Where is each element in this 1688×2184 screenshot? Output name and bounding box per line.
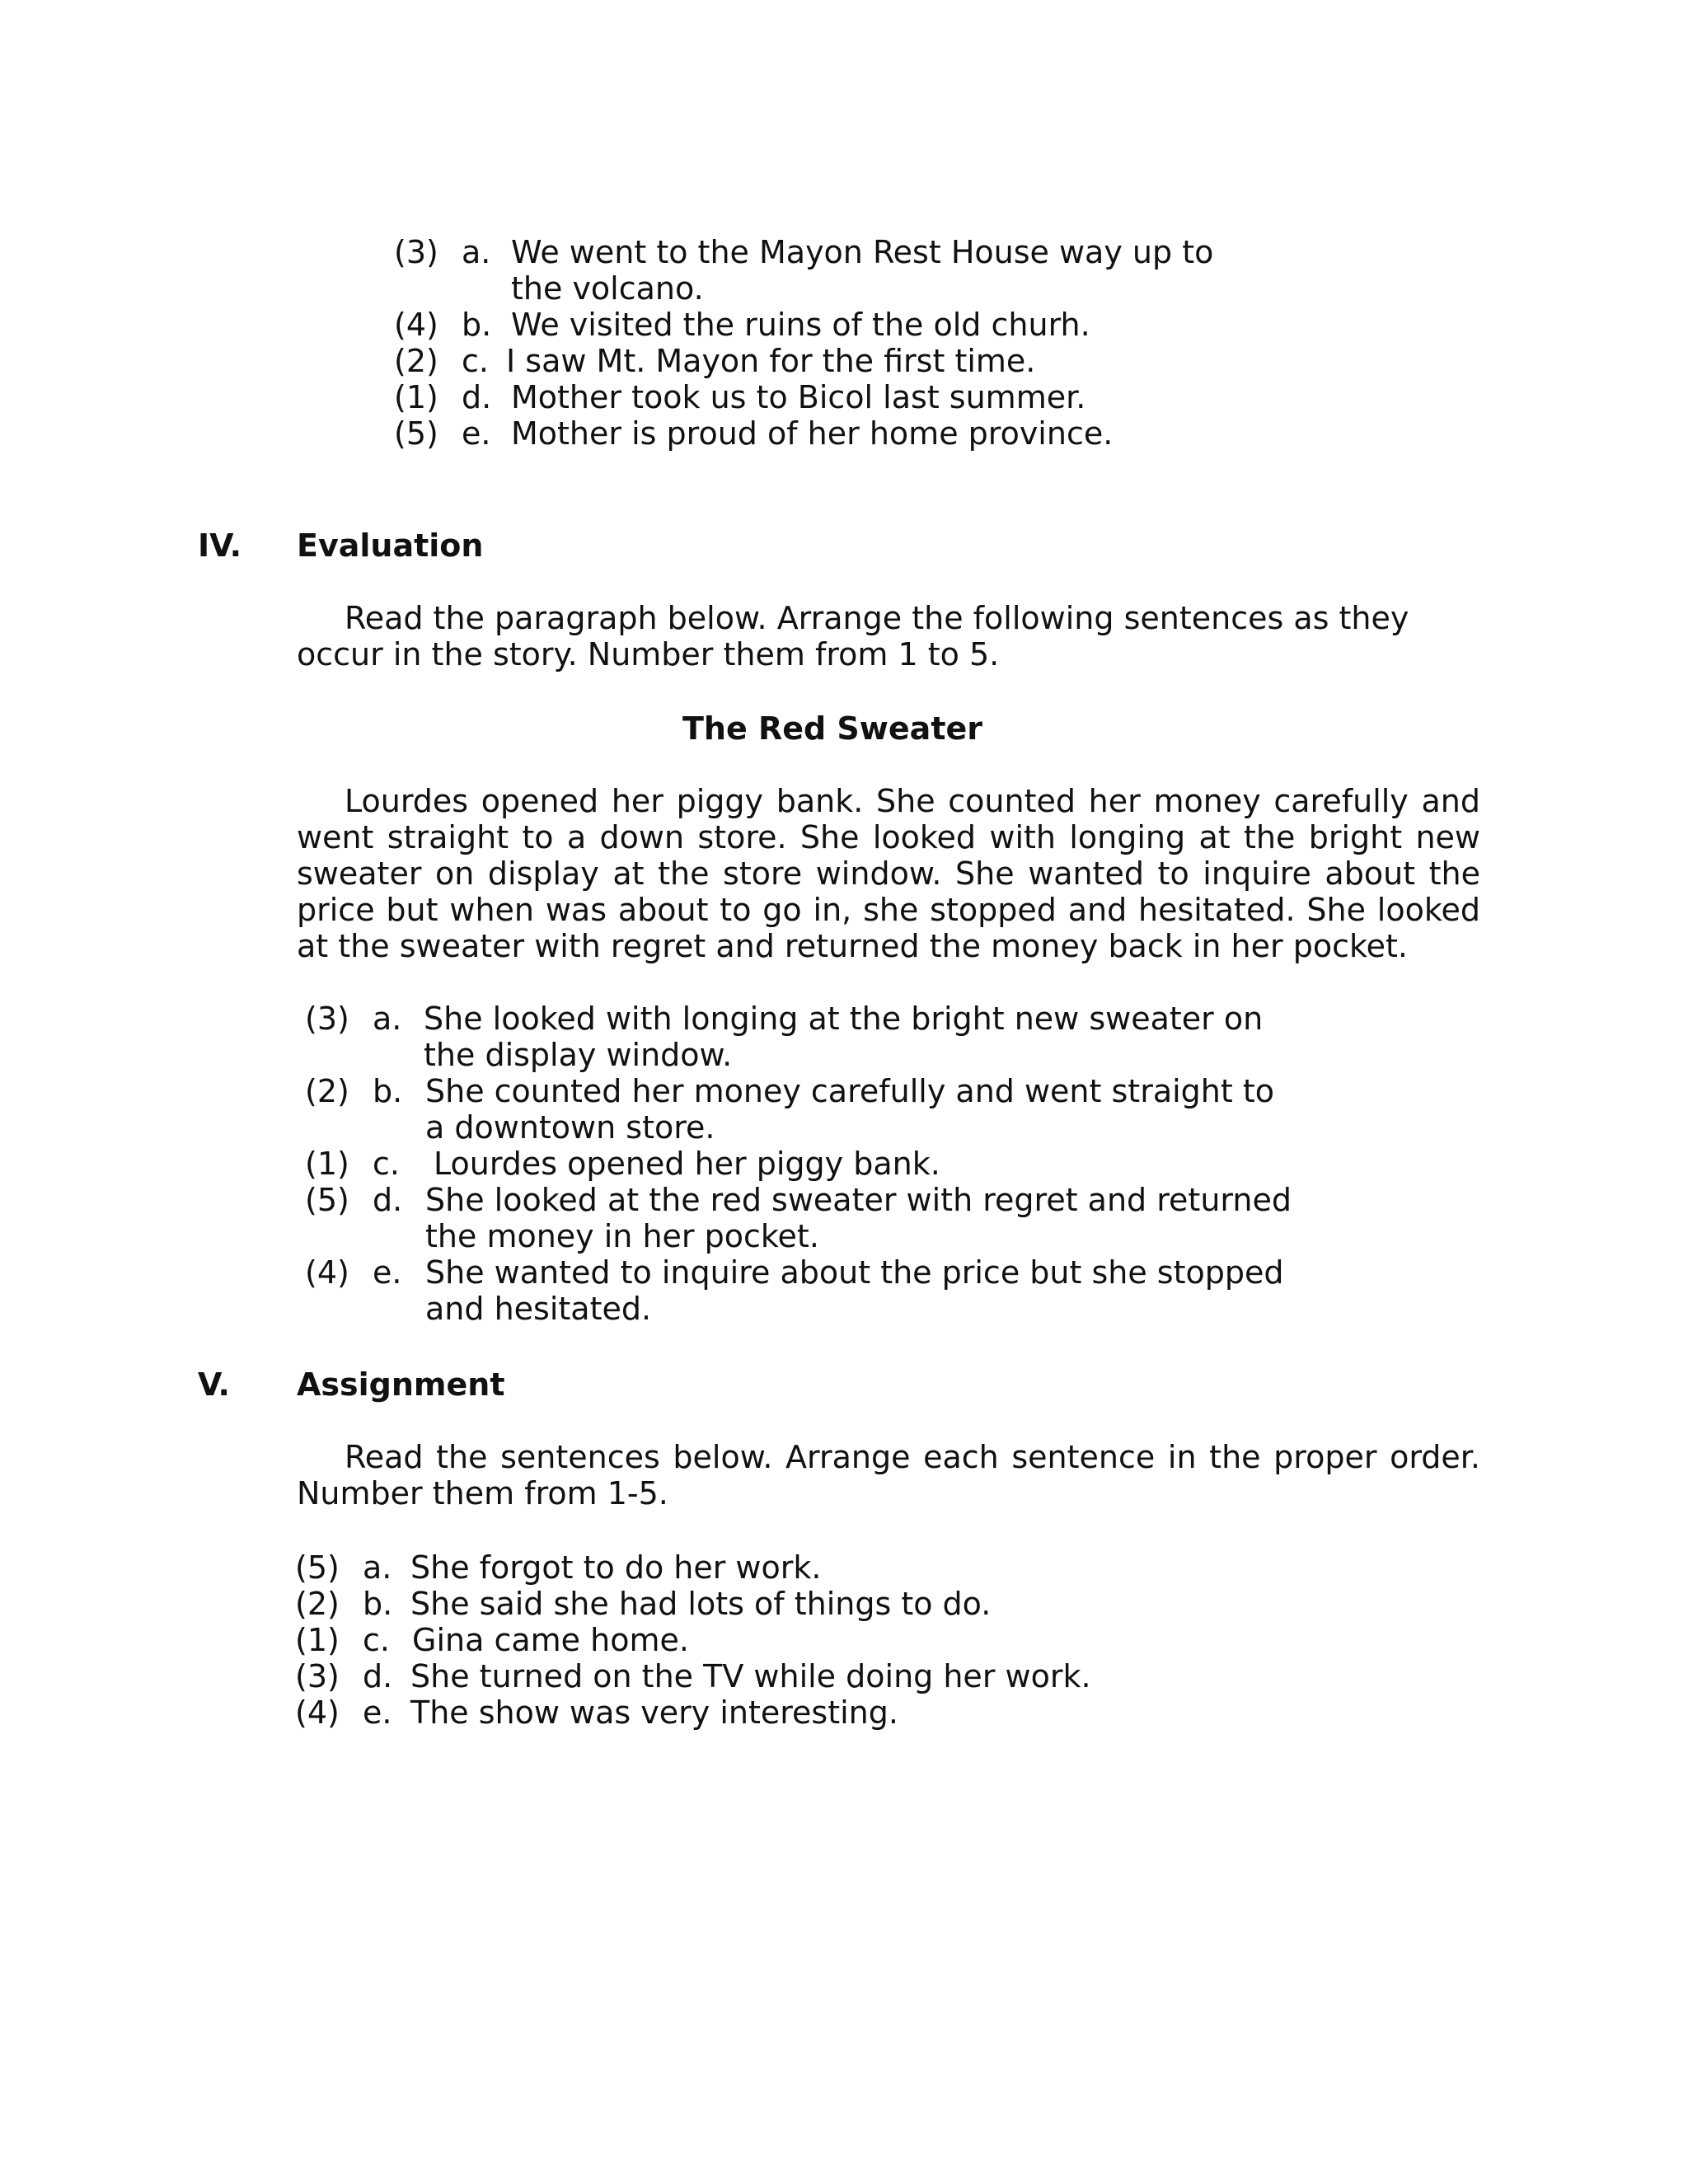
item-text: She looked with longing at the bright new sweater on the display window. xyxy=(424,1001,1264,1073)
list-item xyxy=(305,1146,1418,1182)
assignment-instructions: Read the sentences below. Arrange each sentence in the proper order. Number them from 1-5. xyxy=(297,1439,1480,1511)
list-item xyxy=(394,234,1383,307)
item-number: (5) xyxy=(295,1549,340,1586)
item-text: She counted her money carefully and went straight to a downtown store. xyxy=(425,1073,1274,1146)
item-letter: b. xyxy=(363,1586,393,1622)
item-letter: d. xyxy=(462,379,492,415)
item-number: (2) xyxy=(305,1073,349,1109)
list-item xyxy=(305,1073,1418,1146)
item-text: Mother took us to Bicol last summer. xyxy=(511,379,1086,415)
item-letter: c. xyxy=(373,1146,400,1182)
list-item xyxy=(394,307,1383,343)
list-item xyxy=(394,343,1383,379)
item-letter: b. xyxy=(462,307,492,343)
item-text: She turned on the TV while doing her work. xyxy=(410,1658,1091,1694)
list-item xyxy=(305,1254,1418,1327)
item-number: (4) xyxy=(305,1254,349,1291)
item-text: The show was very interesting. xyxy=(410,1694,898,1731)
list-item xyxy=(295,1658,1408,1694)
list-item xyxy=(295,1549,1408,1586)
section-heading-evaluation xyxy=(198,527,692,564)
item-letter: d. xyxy=(373,1182,403,1218)
item-text: Lourdes opened her piggy bank. xyxy=(434,1146,940,1182)
sequence-list-assignment xyxy=(295,1549,1408,1731)
story-title: The Red Sweater xyxy=(682,710,982,747)
list-item xyxy=(295,1586,1408,1622)
sequence-list-red-sweater xyxy=(305,1001,1418,1327)
item-letter: d. xyxy=(363,1658,393,1694)
sequence-list-mayon xyxy=(394,234,1383,452)
item-text: We went to the Mayon Rest House way up to the volcano. xyxy=(511,234,1214,307)
list-item xyxy=(394,379,1383,415)
item-letter: b. xyxy=(373,1073,403,1109)
item-number: (3) xyxy=(305,1001,349,1037)
item-number: (3) xyxy=(295,1658,340,1694)
item-number: (5) xyxy=(394,415,438,452)
story-paragraph: Lourdes opened her piggy bank. She counted her money carefully and went straight to a down store. She looked with longing at the bright new sweater on display at the store window. She wanted to inquire about the price but when was about to go in, she stopped and hesitated. She looked at the sweater with regret and returned the money back in her pocket. xyxy=(297,783,1480,964)
section-heading-assignment xyxy=(198,1366,692,1403)
list-item xyxy=(305,1001,1418,1073)
item-number: (3) xyxy=(394,234,438,270)
item-letter: a. xyxy=(373,1001,402,1037)
item-text: Gina came home. xyxy=(412,1622,689,1658)
list-item xyxy=(295,1622,1408,1658)
list-item xyxy=(305,1182,1418,1254)
item-text: She said she had lots of things to do. xyxy=(410,1586,992,1622)
item-text: Mother is proud of her home province. xyxy=(511,415,1114,452)
item-letter: a. xyxy=(363,1549,392,1586)
section-title: Evaluation xyxy=(297,527,484,564)
item-letter: c. xyxy=(363,1622,390,1658)
section-title: Assignment xyxy=(297,1366,505,1403)
list-item xyxy=(295,1694,1408,1731)
item-text: We visited the ruins of the old churh. xyxy=(511,307,1090,343)
item-number: (1) xyxy=(295,1622,340,1658)
item-letter: c. xyxy=(462,343,489,379)
evaluation-instructions: Read the paragraph below. Arrange the following sentences as they occur in the story. Number them from 1 to 5. xyxy=(297,600,1409,673)
item-number: (5) xyxy=(305,1182,349,1218)
item-text: She forgot to do her work. xyxy=(410,1549,822,1586)
item-text: She looked at the red sweater with regret and returned the money in her pocket. xyxy=(425,1182,1292,1254)
item-text: I saw Mt. Mayon for the first time. xyxy=(506,343,1036,379)
item-letter: a. xyxy=(462,234,491,270)
item-letter: e. xyxy=(462,415,491,452)
item-number: (1) xyxy=(394,379,438,415)
item-letter: e. xyxy=(363,1694,392,1731)
list-item xyxy=(394,415,1383,452)
item-letter: e. xyxy=(373,1254,402,1291)
item-number: (4) xyxy=(295,1694,340,1731)
item-text: She wanted to inquire about the price but she stopped and hesitated. xyxy=(425,1254,1284,1327)
section-number: V. xyxy=(198,1366,230,1403)
item-number: (4) xyxy=(394,307,438,343)
item-number: (2) xyxy=(394,343,438,379)
item-number: (1) xyxy=(305,1146,349,1182)
item-number: (2) xyxy=(295,1586,340,1622)
section-number: IV. xyxy=(198,527,242,564)
